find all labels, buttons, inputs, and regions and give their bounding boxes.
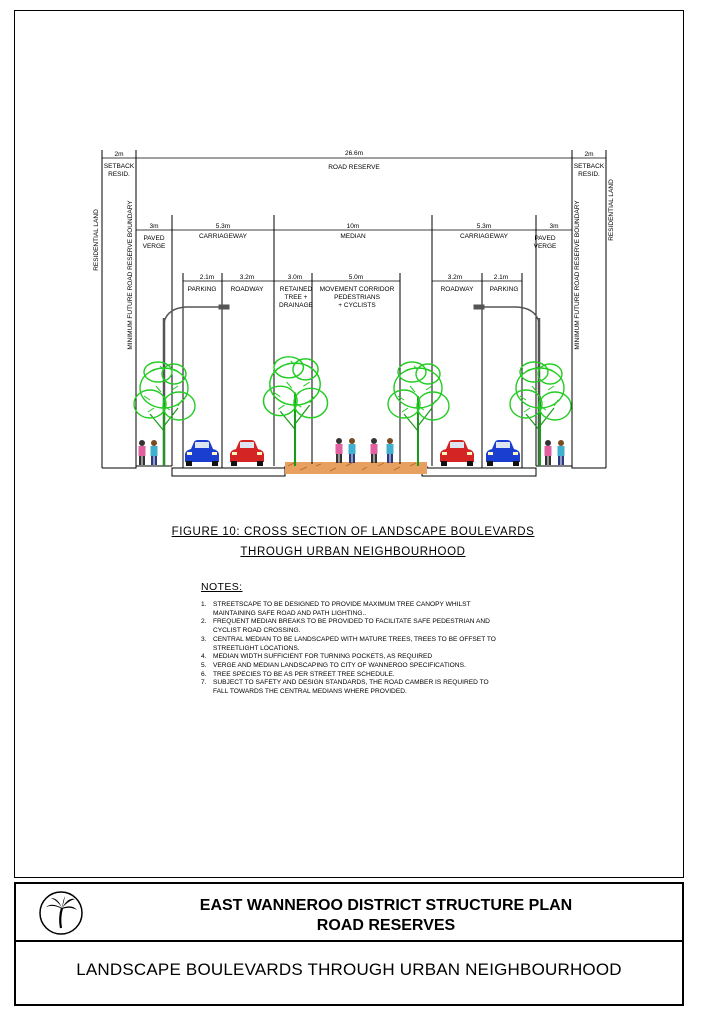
- figure-caption-line1: FIGURE 10: CROSS SECTION OF LANDSCAPE BOULEVARDS: [171, 526, 535, 538]
- label-roadway-left: ROADWAY: [230, 286, 264, 293]
- palm-logo-icon: [38, 890, 84, 936]
- note-item: 7. SUBJECT TO SAFETY AND DESIGN STANDARDS, THE ROAD CAMBER IS REQUIRED TO FALL TOWARDS THE CENTRAL MEDIANS WHERE PROVIDED.: [201, 679, 489, 696]
- notes-heading: NOTES:: [201, 581, 243, 593]
- car-red-left: [230, 440, 264, 466]
- label-setback-right-2: RESID.: [578, 171, 600, 178]
- dim-paved-verge-right: 3m: [549, 223, 559, 230]
- note-item: 6. TREE SPECIES TO BE AS PER STREET TREE SCHEDULE.: [201, 670, 395, 678]
- pedestrian-left-1: [139, 440, 146, 465]
- pedestrian-right-2: [558, 440, 565, 465]
- dim-setback-right: 2m: [584, 151, 594, 158]
- dim-road-reserve: 26.6m: [344, 150, 364, 157]
- label-movement-3: + CYCLISTS: [338, 302, 376, 309]
- label-paved-right-2: VERGE: [533, 243, 557, 250]
- tree-median-right: [388, 362, 449, 466]
- car-blue-left: [185, 440, 219, 466]
- dim-retained-tree: 3.0m: [287, 274, 303, 281]
- notes-list: [201, 601, 501, 697]
- plan-subtitle: LANDSCAPE BOULEVARDS THROUGH URBAN NEIGHBOURHOOD: [76, 960, 622, 979]
- label-carriageway-right: CARRIAGEWAY: [459, 233, 509, 240]
- label-carriageway-left: CARRIAGEWAY: [198, 233, 248, 240]
- pedestrian-median-2: [349, 438, 356, 463]
- dim-setback-left: 2m: [114, 151, 124, 158]
- subtitle-block: [14, 942, 684, 1006]
- note-item: 5. VERGE AND MEDIAN LANDSCAPING TO CITY OF WANNEROO SPECIFICATIONS.: [201, 661, 466, 669]
- dimension-lines: [102, 158, 606, 281]
- pedestrian-right-1: [545, 440, 552, 465]
- label-residential-land-right: RESIDENTIAL LAND: [608, 179, 615, 241]
- dim-roadway-left: 3.2m: [239, 274, 255, 281]
- label-setback-left-1: SETBACK: [103, 163, 135, 170]
- label-residential-land-left: RESIDENTIAL LAND: [93, 209, 100, 271]
- car-red-right: [440, 440, 474, 466]
- title-line2: ROAD RESERVES: [316, 917, 456, 934]
- cross-section-diagram: [0, 0, 706, 500]
- dim-roadway-right: 3.2m: [447, 274, 463, 281]
- label-retained-3: DRAINAGE: [279, 302, 313, 309]
- dim-carriageway-right: 5.3m: [476, 223, 492, 230]
- median-ground: [285, 462, 427, 474]
- label-roadway-right: ROADWAY: [440, 286, 474, 293]
- car-blue-right: [486, 440, 520, 466]
- dim-parking-right: 2.1m: [493, 274, 509, 281]
- title-block: [14, 882, 684, 942]
- label-median: MEDIAN: [340, 233, 366, 240]
- dim-parking-left: 2.1m: [199, 274, 215, 281]
- label-paved-left-2: VERGE: [142, 243, 166, 250]
- dim-carriageway-left: 5.3m: [215, 223, 231, 230]
- label-retained-1: RETAINED: [279, 286, 313, 293]
- label-parking-left: PARKING: [187, 286, 217, 293]
- label-setback-left-2: RESID.: [108, 171, 130, 178]
- pedestrian-median-1: [336, 438, 343, 463]
- dim-paved-verge-left: 3m: [149, 223, 159, 230]
- label-retained-2: TREE +: [284, 294, 308, 301]
- label-boundary-right: MINIMUM FUTURE ROAD RESERVE BOUNDARY: [574, 200, 581, 350]
- note-item: 1. STREETSCAPE TO BE DESIGNED TO PROVIDE MAXIMUM TREE CANOPY WHILST MAINTAINING SAFE ROAD AND PATH LIGHTING..: [201, 601, 471, 617]
- label-boundary-left: MINIMUM FUTURE ROAD RESERVE BOUNDARY: [127, 200, 134, 350]
- label-movement-2: PEDESTRIANS: [334, 294, 380, 301]
- note-item: 3. CENTRAL MEDIAN TO BE LANDSCAPED WITH MATURE TREES, TREES TO BE OFFSET TO STREETLIGHT LOCATIONS.: [201, 635, 496, 652]
- dim-median: 10m: [346, 223, 360, 230]
- note-item: 4. MEDIAN WIDTH SUFFICIENT FOR TURNING POCKETS, AS REQUIRED: [201, 653, 433, 661]
- label-parking-right: PARKING: [489, 286, 519, 293]
- pedestrian-left-2: [151, 440, 158, 465]
- dim-movement-corridor: 5.0m: [348, 274, 364, 281]
- label-setback-right-1: SETBACK: [573, 163, 605, 170]
- label-paved-left-1: PAVED: [143, 235, 165, 242]
- label-movement-1: MOVEMENT CORRIDOR: [319, 286, 395, 293]
- title-line1: EAST WANNEROO DISTRICT STRUCTURE PLAN: [199, 897, 573, 914]
- cyclist-median-2: [387, 438, 394, 463]
- cyclist-median-1: [371, 438, 378, 463]
- figure-caption-line2: THROUGH URBAN NEIGHBOURHOOD: [240, 546, 466, 558]
- tree-median-retained: [264, 357, 328, 466]
- label-paved-right-1: PAVED: [534, 235, 556, 242]
- note-item: 2. FREQUENT MEDIAN BREAKS TO BE PROVIDED TO FACILITATE SAFE PEDESTRIAN AND CYCLIST ROAD CROSSING.: [201, 618, 490, 635]
- label-road-reserve: ROAD RESERVE: [328, 164, 380, 171]
